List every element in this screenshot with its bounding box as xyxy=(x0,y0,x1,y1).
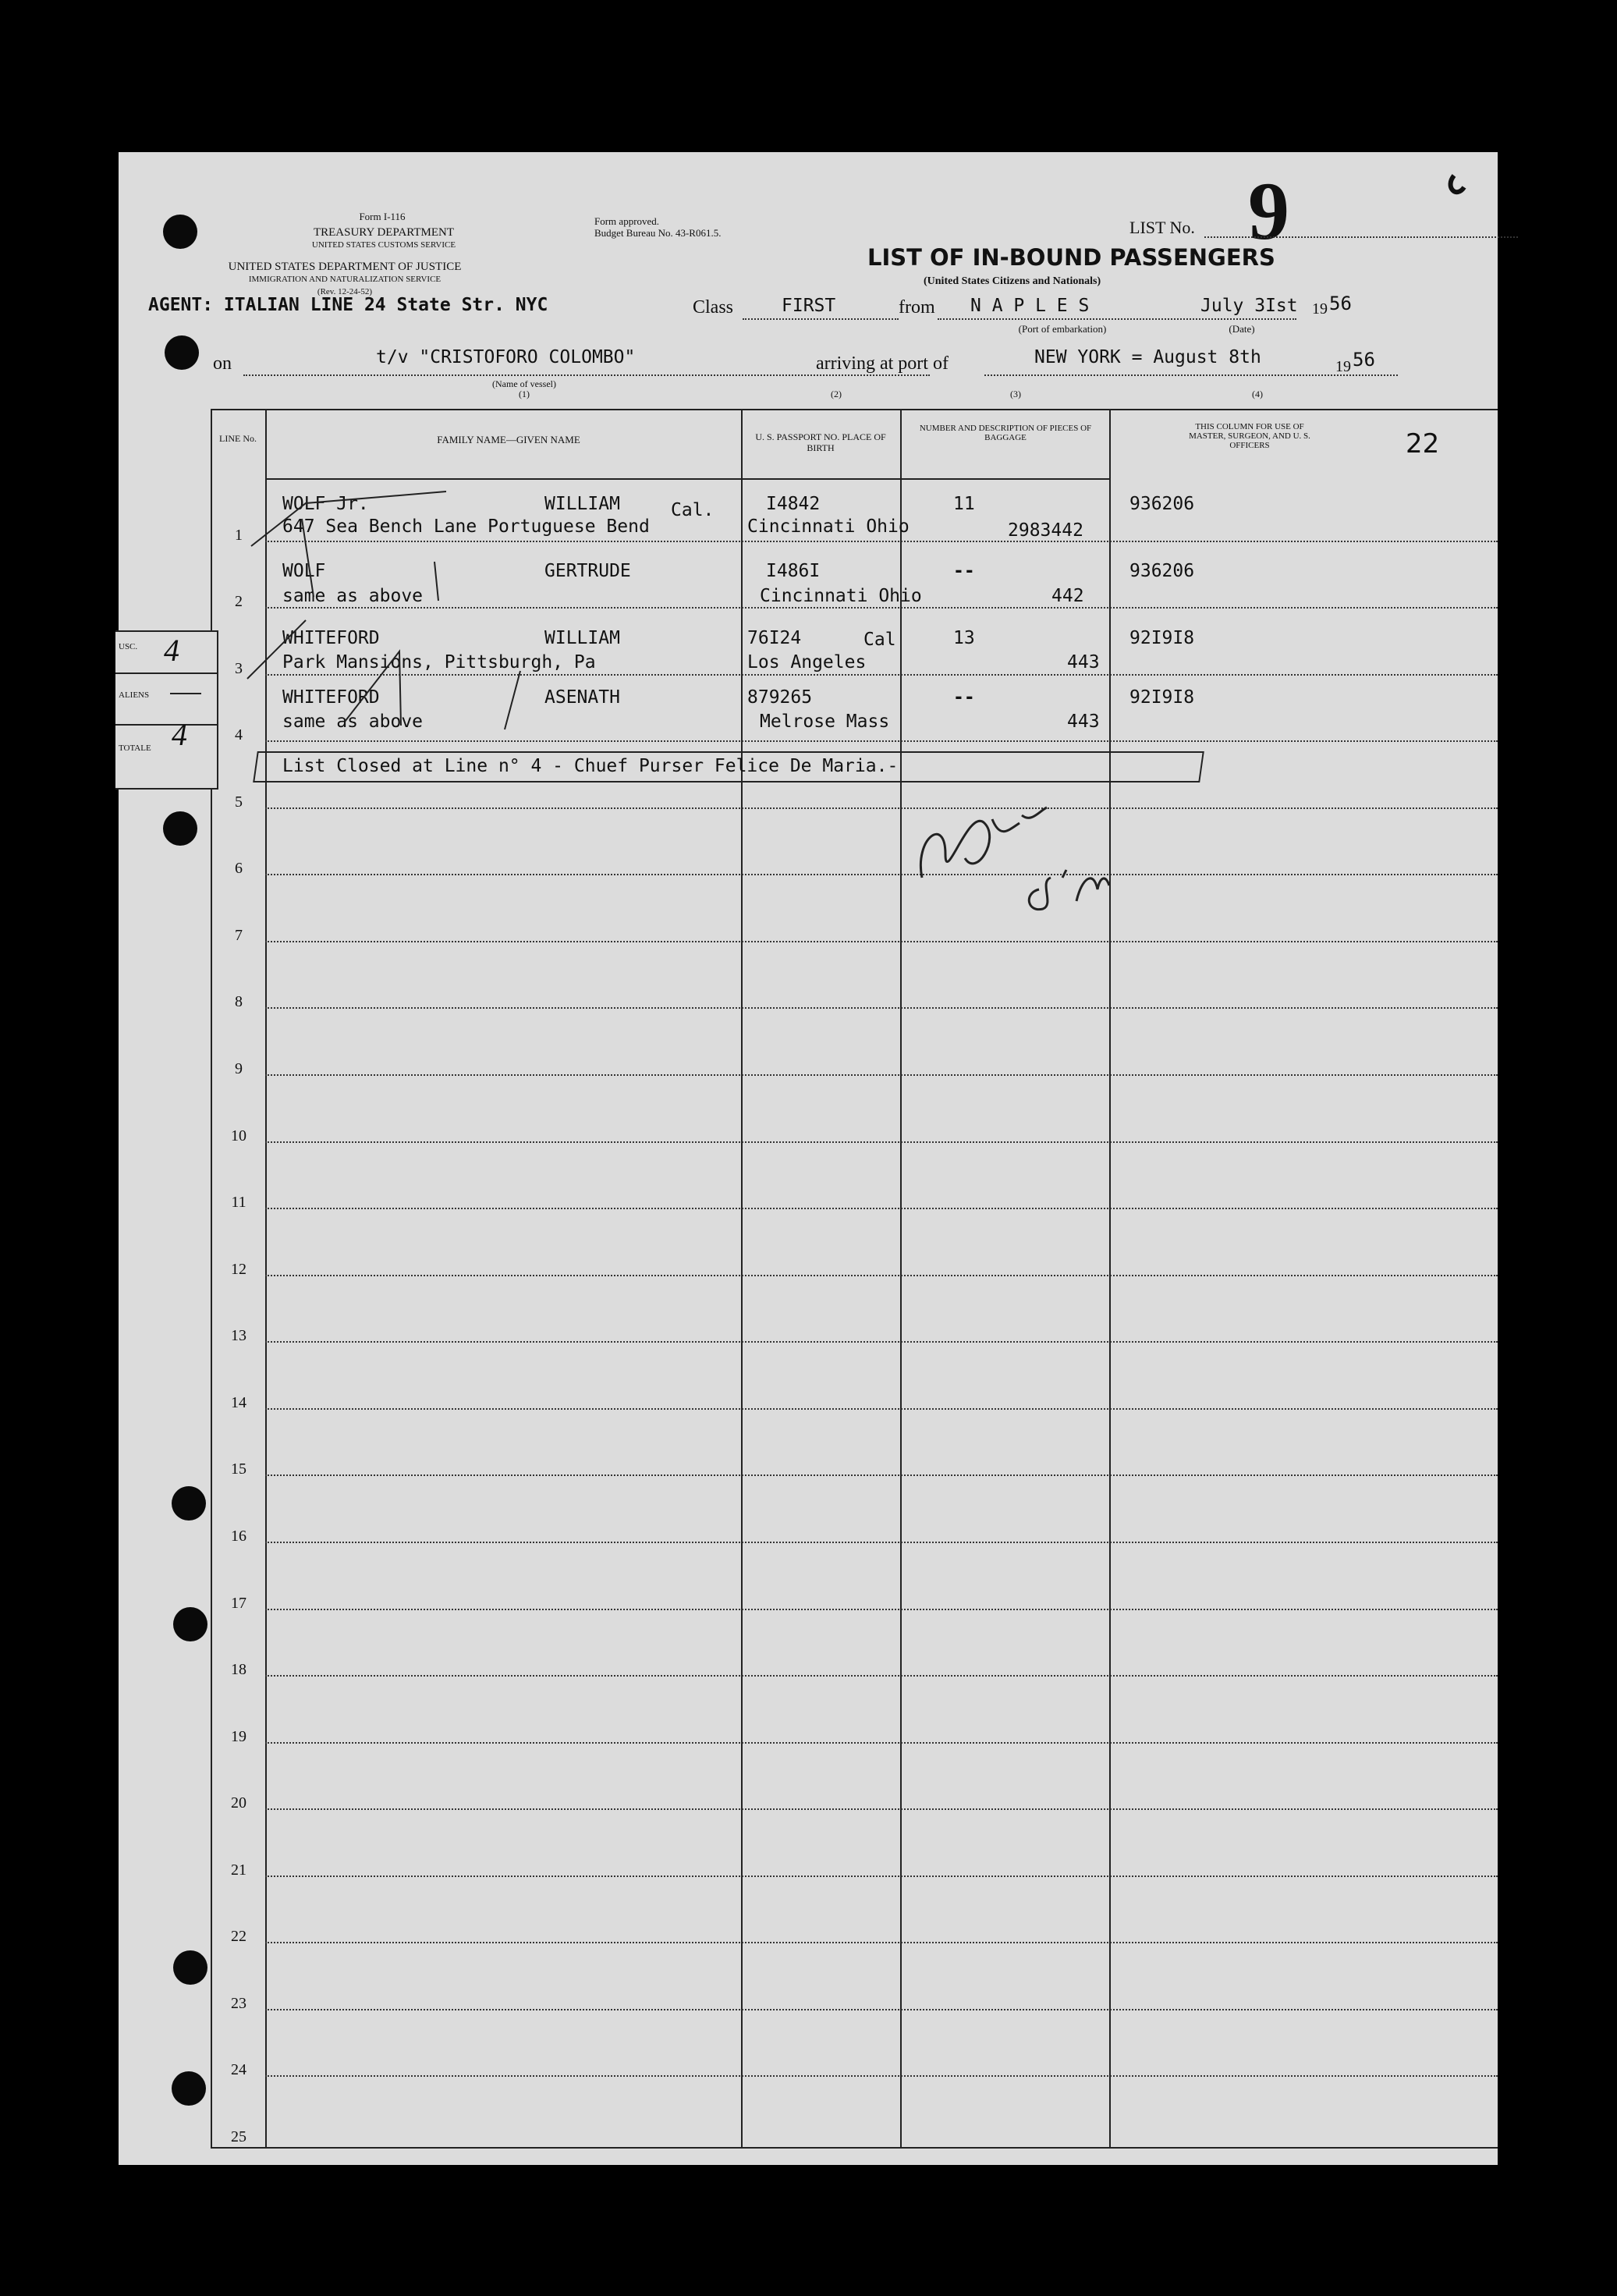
line-number: 22 xyxy=(231,1928,246,1946)
tab-label-totale: TOTALE xyxy=(119,743,151,753)
passenger-2-officer: 936206 xyxy=(1129,561,1195,581)
justice-dept: UNITED STATES DEPARTMENT OF JUSTICE xyxy=(228,261,462,273)
passenger-3-baggage: 13 xyxy=(953,628,975,648)
col-header-line: LINE No. xyxy=(219,433,257,444)
passenger-4-passport: 879265 xyxy=(747,687,813,708)
line-number: 19 xyxy=(231,1727,246,1745)
page-subtitle: (United States Citizens and Nationals) xyxy=(924,275,1101,287)
embarkation-port: N A P L E S xyxy=(970,296,1090,316)
arrival-year-prefix: 19 xyxy=(1335,358,1351,375)
line-number: 1 xyxy=(235,526,243,544)
passenger-3-given: WILLIAM xyxy=(544,628,620,648)
passenger-2-baggage: -- xyxy=(953,561,975,581)
line-number: 13 xyxy=(231,1327,246,1345)
passenger-4-birthplace: Melrose Mass xyxy=(760,712,890,732)
form-number: Form I-116 xyxy=(359,211,406,222)
line-number: 12 xyxy=(231,1260,246,1278)
page-number: 22 xyxy=(1406,428,1440,460)
line-number: 8 xyxy=(235,993,243,1011)
passenger-3-passport: 76I24 xyxy=(747,628,802,648)
line-number: 14 xyxy=(231,1393,246,1411)
treasury-dept: TREASURY DEPARTMENT xyxy=(313,226,455,239)
class-label: Class xyxy=(693,297,734,318)
passenger-2-given: GERTRUDE xyxy=(544,561,631,581)
passenger-2-birthplace: Cincinnati Ohio xyxy=(760,586,922,606)
line-number: 6 xyxy=(235,860,243,878)
inspector-date xyxy=(1029,870,1109,910)
passenger-2-baggage-no: 442 xyxy=(1051,586,1084,606)
col-header-name: FAMILY NAME—GIVEN NAME xyxy=(437,434,580,445)
line-number: 7 xyxy=(235,926,243,944)
passenger-1-state: Cal. xyxy=(671,500,715,520)
line-number: 16 xyxy=(231,1527,246,1545)
line-number: 2 xyxy=(235,593,243,611)
tab-label-aliens: ALIENS xyxy=(119,690,150,700)
passenger-1-baggage: 11 xyxy=(953,494,975,514)
margin-tab xyxy=(115,630,218,790)
line-number: 25 xyxy=(231,2128,246,2145)
col1-num: (1) xyxy=(519,389,530,399)
line-number: 11 xyxy=(231,1194,246,1212)
arriving-label: arriving at port of xyxy=(816,353,949,374)
arrival-year: 56 xyxy=(1353,349,1375,371)
handwritten-check-marks xyxy=(119,152,1498,2165)
passenger-3-baggage-no: 443 xyxy=(1067,652,1100,672)
embarkation-date: July 3Ist xyxy=(1200,296,1298,316)
passenger-1-passport: I4842 xyxy=(766,494,821,514)
agent: AGENT: ITALIAN LINE 24 State Str. NYC xyxy=(148,295,548,315)
col4-num: (4) xyxy=(1252,389,1263,399)
check-mark-6 xyxy=(434,562,438,601)
passenger-2-family: WOLF xyxy=(282,561,326,581)
passenger-1-baggage-no: 2983442 xyxy=(1008,520,1083,541)
line-number: 24 xyxy=(231,2061,246,2079)
tab-line-2 xyxy=(115,724,217,726)
corner-mark xyxy=(1451,176,1464,192)
passenger-3-address: Park Mansions, Pittsburgh, Pa xyxy=(282,652,596,672)
passenger-4-officer: 92I9I8 xyxy=(1129,687,1195,708)
inspector-initials xyxy=(920,807,1047,878)
customs-service: UNITED STATES CUSTOMS SERVICE xyxy=(311,240,456,250)
vessel-name: t/v "CRISTOFORO COLOMBO" xyxy=(376,347,636,367)
col-header-passport: U. S. PASSPORT NO. PLACE OF BIRTH xyxy=(755,431,886,453)
passenger-1-officer: 936206 xyxy=(1129,494,1195,514)
line-number: 3 xyxy=(235,659,243,677)
tab-dash xyxy=(170,693,201,694)
tab-value-1: 4 xyxy=(164,633,179,668)
passenger-4-baggage-no: 443 xyxy=(1067,712,1100,732)
closing-note: List Closed at Line n° 4 - Chuef Purser Felice De Maria.- xyxy=(282,756,899,776)
tab-line-1 xyxy=(115,672,217,674)
list-number: 9 xyxy=(1248,165,1289,257)
check-mark-4 xyxy=(345,651,401,726)
date-label: (Date) xyxy=(1229,323,1255,335)
passenger-1-birthplace: Cincinnati Ohio xyxy=(747,516,910,537)
revision: (Rev. 12-24-52) xyxy=(317,287,373,296)
passenger-3-birthplace: Los Angeles xyxy=(747,652,867,672)
line-number: 20 xyxy=(231,1794,246,1812)
check-mark-1 xyxy=(251,491,446,546)
arrival-port: NEW YORK = August 8th xyxy=(1034,347,1261,367)
line-number: 4 xyxy=(235,726,243,744)
passenger-4-given: ASENATH xyxy=(544,687,620,708)
passenger-4-address: same as above xyxy=(282,712,424,732)
form-approved: Form approved. xyxy=(594,215,660,227)
budget-bureau: Budget Bureau No. 43-R061.5. xyxy=(594,227,722,239)
passenger-2-passport: I486I xyxy=(766,561,821,581)
col-header-officers: THIS COLUMN FOR USE OF MASTER, SURGEON, AND U. S. OFFICERS xyxy=(1189,422,1310,450)
passenger-4-family: WHITEFORD xyxy=(282,687,380,708)
on-label: on xyxy=(213,353,232,374)
passenger-1-address: 647 Sea Bench Lane Portuguese Bend xyxy=(282,516,650,537)
col2-num: (2) xyxy=(831,389,842,399)
list-no-label: LIST No. xyxy=(1129,218,1195,237)
col3-num: (3) xyxy=(1010,389,1021,399)
passenger-2-address: same as above xyxy=(282,586,424,606)
check-mark-5 xyxy=(505,671,520,729)
col-header-baggage: NUMBER AND DESCRIPTION OF PIECES OF BAGGAGE xyxy=(919,424,1092,442)
line-number: 5 xyxy=(235,793,243,811)
page-title: LIST OF IN-BOUND PASSENGERS xyxy=(867,244,1275,271)
line-number: 18 xyxy=(231,1661,246,1679)
line-number: 10 xyxy=(231,1127,246,1144)
tab-value-3: 4 xyxy=(172,717,187,752)
vessel-label: (Name of vessel) xyxy=(492,378,556,389)
line-number: 15 xyxy=(231,1460,246,1478)
passenger-3-officer: 92I9I8 xyxy=(1129,628,1195,648)
port-embark-label: (Port of embarkation) xyxy=(1018,323,1107,335)
check-mark-2 xyxy=(302,519,314,597)
passenger-1-family: WOLF Jr. xyxy=(282,494,369,514)
year-value: 56 xyxy=(1329,293,1352,314)
passenger-3-passport-state: Cal xyxy=(863,630,896,650)
passenger-1-given: WILLIAM xyxy=(544,494,620,514)
tab-label-usc: USC. xyxy=(119,642,138,651)
line-number: 23 xyxy=(231,1994,246,2012)
line-number: 17 xyxy=(231,1594,246,1612)
line-number: 9 xyxy=(235,1060,243,1078)
line-number: 21 xyxy=(231,1861,246,1879)
from-label: from xyxy=(899,297,935,318)
passenger-3-family: WHITEFORD xyxy=(282,628,380,648)
year-prefix: 19 xyxy=(1312,300,1328,318)
check-mark-3 xyxy=(247,620,306,679)
class-value: FIRST xyxy=(782,296,836,316)
ins-service: IMMIGRATION AND NATURALIZATION SERVICE xyxy=(248,275,441,284)
manifest-page xyxy=(119,152,1498,2165)
passenger-4-baggage: -- xyxy=(953,687,975,708)
